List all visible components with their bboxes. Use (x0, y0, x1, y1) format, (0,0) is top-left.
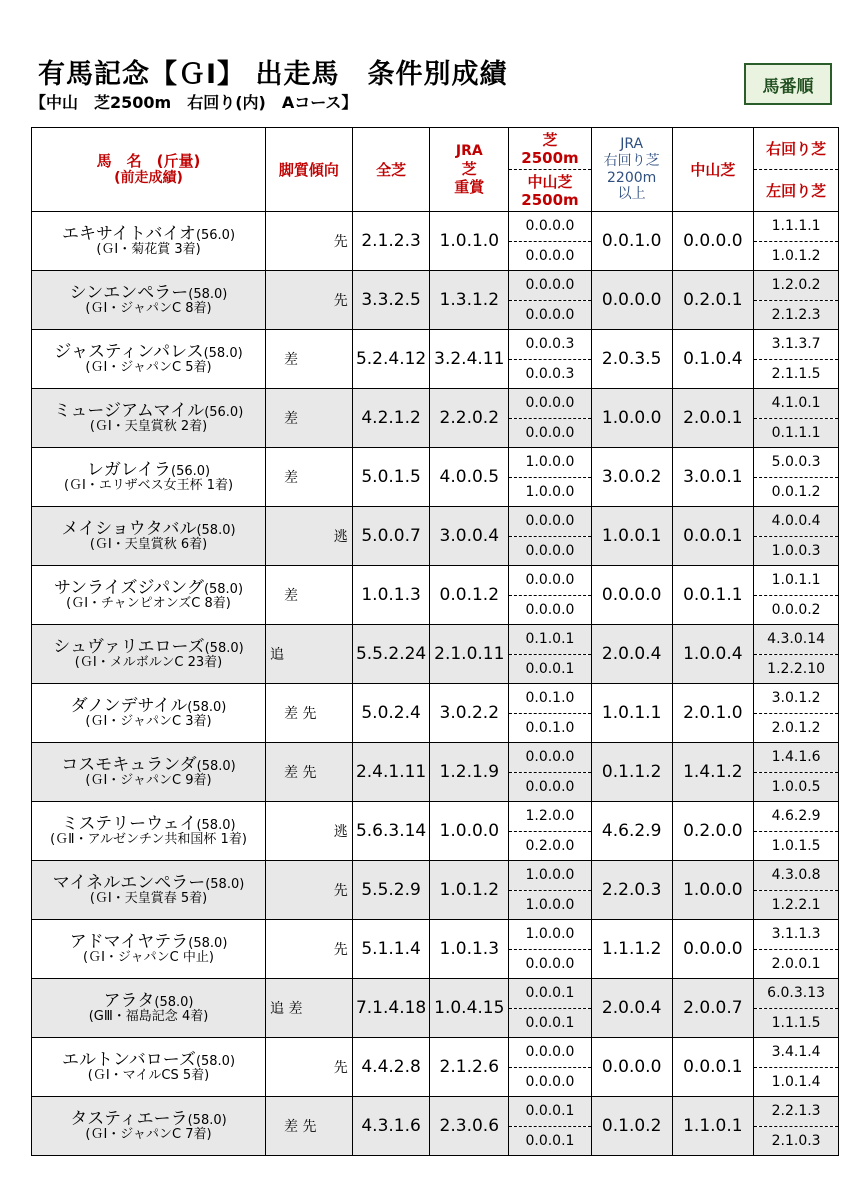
header-name: 馬 名 (斤量) (前走成績) (32, 128, 266, 212)
turf-2500-record: 0.0.0.3 (509, 330, 592, 360)
nakayama-2500-record: 0.0.0.1 (509, 654, 592, 684)
turf-2500-record: 1.0.0.0 (509, 920, 592, 950)
right-turn-record: 1.1.1.1 (754, 212, 839, 242)
nakayama-turf-record: 1.0.0.0 (672, 861, 754, 920)
horse-weight: (56.0) (204, 404, 244, 420)
table-row (32, 684, 839, 714)
nakayama-2500-record: 0.0.0.1 (509, 1008, 592, 1038)
horse-name: マイネルエンペラー (52, 872, 206, 893)
right-turn-record: 5.0.0.3 (754, 448, 839, 478)
nakayama-2500-record: 0.0.0.0 (509, 536, 592, 566)
previous-result: (ＧⅠ・天皇賞春 5着) (89, 891, 208, 907)
right-turn-2200-record: 0.0.0.0 (591, 1038, 672, 1097)
all-turf-record: 5.2.4.12 (352, 330, 430, 389)
horse-name: ダノンデサイル (70, 695, 188, 716)
left-turn-record: 1.0.1.5 (754, 831, 839, 861)
horse-weight: (58.0) (203, 581, 244, 597)
header-left-turn: 左回り芝 (754, 170, 839, 212)
all-turf-record: 7.1.4.18 (352, 979, 430, 1038)
left-turn-record: 0.0.1.2 (754, 477, 839, 507)
right-turn-record: 1.0.1.1 (754, 566, 839, 596)
running-style: 差 先 (266, 684, 353, 743)
right-turn-record: 4.3.0.8 (754, 861, 839, 891)
horse-weight: (58.0) (188, 935, 228, 951)
running-style: 逃 (266, 507, 353, 566)
table-row (32, 802, 839, 832)
horse-name: エキサイトバイオ (61, 223, 196, 244)
horse-name-cell (32, 330, 266, 389)
results-table (31, 127, 839, 1156)
all-turf-record: 5.0.1.5 (352, 448, 430, 507)
horse-name: ミステリーウェイ (61, 813, 197, 834)
jra-graded-record: 1.0.1.0 (430, 212, 509, 271)
nakayama-2500-record: 0.0.1.0 (509, 713, 592, 743)
header-nakayama-2500: 中山芝 2500m (509, 170, 592, 212)
all-turf-record: 5.0.2.4 (352, 684, 430, 743)
right-turn-2200-record: 0.0.1.0 (591, 212, 672, 271)
table-row (32, 330, 839, 360)
previous-result: (ＧⅡ・アルゼンチン共和国杯 1着) (50, 832, 247, 848)
table-row (32, 625, 839, 655)
horse-weight: (58.0) (205, 876, 245, 892)
nakayama-2500-record: 0.0.0.1 (509, 1126, 592, 1156)
running-style: 先 (266, 271, 353, 330)
horse-name-cell (32, 1097, 266, 1156)
right-turn-record: 1.2.0.2 (754, 271, 839, 301)
previous-result: (ＧⅠ・エリザベス女王杯 1着) (63, 478, 234, 494)
nakayama-2500-record: 0.2.0.0 (509, 831, 592, 861)
right-turn-2200-record: 2.0.3.5 (591, 330, 672, 389)
right-turn-2200-record: 1.0.0.0 (591, 389, 672, 448)
horse-name: コスモキュランダ (61, 754, 197, 775)
nakayama-2500-record: 0.0.0.0 (509, 1067, 592, 1097)
nakayama-2500-record: 0.0.0.0 (509, 418, 592, 448)
horse-name-cell (32, 507, 266, 566)
all-turf-record: 4.4.2.8 (352, 1038, 430, 1097)
left-turn-record: 2.1.2.3 (754, 300, 839, 330)
turf-2500-record: 0.0.0.0 (509, 1038, 592, 1068)
nakayama-turf-record: 0.2.0.1 (672, 271, 754, 330)
previous-result: (ＧⅠ・天皇賞秋 2着) (89, 419, 208, 435)
table-row (32, 212, 839, 242)
jra-graded-record: 2.3.0.6 (430, 1097, 509, 1156)
horse-weight: (58.0) (196, 758, 236, 774)
running-style: 差 (266, 448, 353, 507)
turf-2500-record: 0.0.0.0 (509, 271, 592, 301)
left-turn-record: 2.1.1.5 (754, 359, 839, 389)
header-tendency: 脚質傾向 (266, 128, 353, 212)
horse-name: アラタ (103, 990, 155, 1011)
nakayama-turf-record: 1.0.0.4 (672, 625, 754, 684)
left-turn-record: 1.0.0.5 (754, 772, 839, 802)
jra-graded-record: 4.0.0.5 (430, 448, 509, 507)
horse-name: サンライズジパング (53, 577, 204, 598)
right-turn-record: 4.6.2.9 (754, 802, 839, 832)
left-turn-record: 0.0.0.2 (754, 595, 839, 625)
right-turn-2200-record: 2.2.0.3 (591, 861, 672, 920)
horse-name: エルトンバローズ (61, 1049, 196, 1070)
right-turn-record: 6.0.3.13 (754, 979, 839, 1009)
left-turn-record: 2.0.1.2 (754, 713, 839, 743)
nakayama-turf-record: 0.2.0.0 (672, 802, 754, 861)
table-row (32, 566, 839, 596)
right-turn-2200-record: 1.0.1.1 (591, 684, 672, 743)
right-turn-2200-record: 4.6.2.9 (591, 802, 672, 861)
nakayama-turf-record: 2.0.0.1 (672, 389, 754, 448)
nakayama-turf-record: 0.0.0.0 (672, 920, 754, 979)
horse-name: レガレイラ (86, 459, 172, 480)
table-row (32, 507, 839, 537)
horse-weight: (56.0) (171, 463, 211, 479)
nakayama-turf-record: 1.1.0.1 (672, 1097, 754, 1156)
horse-name-cell (32, 1038, 266, 1097)
jra-graded-record: 3.0.0.4 (430, 507, 509, 566)
horse-weight: (58.0) (204, 640, 244, 656)
right-turn-2200-record: 0.1.0.2 (591, 1097, 672, 1156)
horse-name-cell (32, 684, 266, 743)
running-style: 追 (266, 625, 353, 684)
previous-result: (ＧⅠ・チャンピオンズC 8着) (66, 596, 231, 612)
table-row (32, 861, 839, 891)
course-subtitle: 【中山 芝2500m 右回り(内) Aコース】 (30, 93, 358, 112)
nakayama-turf-record: 0.0.1.1 (672, 566, 754, 625)
running-style: 先 (266, 920, 353, 979)
nakayama-2500-record: 1.0.0.0 (509, 890, 592, 920)
header-all-turf: 全芝 (352, 128, 430, 212)
all-turf-record: 3.3.2.5 (352, 271, 430, 330)
right-turn-2200-record: 3.0.0.2 (591, 448, 672, 507)
horse-name: シュヴァリエローズ (53, 636, 205, 657)
turf-2500-record: 0.0.0.0 (509, 389, 592, 419)
table-row (32, 743, 839, 773)
header-right-2200: JRA 右回り芝 2200m 以上 (591, 128, 672, 212)
nakayama-turf-record: 1.4.1.2 (672, 743, 754, 802)
horse-name: ミュージアムマイル (53, 400, 205, 421)
horse-weight: (58.0) (187, 699, 227, 715)
horse-name-cell (32, 979, 266, 1038)
running-style: 逃 (266, 802, 353, 861)
right-turn-2200-record: 2.0.0.4 (591, 625, 672, 684)
jra-graded-record: 3.2.4.11 (430, 330, 509, 389)
right-turn-2200-record: 2.0.0.4 (591, 979, 672, 1038)
table-row (32, 1097, 839, 1127)
right-turn-2200-record: 1.1.1.2 (591, 920, 672, 979)
table-row (32, 979, 839, 1009)
right-turn-record: 3.1.1.3 (754, 920, 839, 950)
header-right-turn: 右回り芝 (754, 128, 839, 170)
jra-graded-record: 1.0.1.3 (430, 920, 509, 979)
all-turf-record: 5.5.2.9 (352, 861, 430, 920)
horse-name: シンエンペラー (69, 282, 189, 303)
horse-name-cell (32, 271, 266, 330)
page-title: 有馬記念【ＧⅠ】 出走馬 条件別成績 (38, 59, 508, 90)
jra-graded-record: 2.2.0.2 (430, 389, 509, 448)
right-turn-record: 3.0.1.2 (754, 684, 839, 714)
previous-result: (ＧⅠ・ジャパンC 7着) (85, 1127, 212, 1143)
turf-2500-record: 0.1.0.1 (509, 625, 592, 655)
left-turn-record: 2.0.0.1 (754, 949, 839, 979)
left-turn-record: 1.2.2.10 (754, 654, 839, 684)
nakayama-turf-record: 3.0.0.1 (672, 448, 754, 507)
right-turn-2200-record: 0.1.1.2 (591, 743, 672, 802)
nakayama-turf-record: 0.0.0.1 (672, 1038, 754, 1097)
turf-2500-record: 0.0.0.0 (509, 507, 592, 537)
nakayama-turf-record: 0.0.0.0 (672, 212, 754, 271)
horse-name: タスティエーラ (70, 1108, 188, 1129)
turf-2500-record: 1.2.0.0 (509, 802, 592, 832)
header-nakayama-turf: 中山芝 (672, 128, 754, 212)
table-row (32, 448, 839, 478)
horse-name: アドマイヤテラ (69, 931, 189, 952)
header-jra-graded: JRA 芝 重賞 (430, 128, 509, 212)
horse-name: メイショウタバル (61, 518, 197, 539)
turf-2500-record: 0.0.0.0 (509, 743, 592, 773)
horse-weight: (56.0) (195, 227, 236, 243)
right-turn-2200-record: 0.0.0.0 (591, 566, 672, 625)
header-turf-2500: 芝 2500m (509, 128, 592, 170)
turf-2500-record: 1.0.0.0 (509, 448, 592, 478)
right-turn-record: 4.1.0.1 (754, 389, 839, 419)
jra-graded-record: 3.0.2.2 (430, 684, 509, 743)
horse-weight: (58.0) (196, 522, 236, 538)
nakayama-turf-record: 2.0.0.7 (672, 979, 754, 1038)
left-turn-record: 1.1.1.5 (754, 1008, 839, 1038)
jra-graded-record: 0.0.1.2 (430, 566, 509, 625)
right-turn-2200-record: 1.0.0.1 (591, 507, 672, 566)
nakayama-2500-record: 0.0.0.0 (509, 949, 592, 979)
right-turn-record: 1.4.1.6 (754, 743, 839, 773)
table-row (32, 389, 839, 419)
running-style: 差 (266, 389, 353, 448)
horse-weight: (58.0) (196, 817, 236, 833)
previous-result: (ＧⅠ・ジャパンC 3着) (85, 714, 212, 730)
horse-weight: (58.0) (195, 1053, 236, 1069)
left-turn-record: 1.0.0.3 (754, 536, 839, 566)
nakayama-2500-record: 0.0.0.0 (509, 595, 592, 625)
previous-result: (ＧⅠ・天皇賞秋 6着) (89, 537, 208, 553)
jra-graded-record: 1.2.1.9 (430, 743, 509, 802)
nakayama-2500-record: 0.0.0.3 (509, 359, 592, 389)
right-turn-record: 3.4.1.4 (754, 1038, 839, 1068)
jra-graded-record: 2.1.2.6 (430, 1038, 509, 1097)
right-turn-record: 3.1.3.7 (754, 330, 839, 360)
jra-graded-record: 1.3.1.2 (430, 271, 509, 330)
previous-result: (ＧⅠ・ジャパンC 8着) (85, 301, 212, 317)
running-style: 先 (266, 861, 353, 920)
previous-result: (ＧⅠ・菊花賞 3着) (96, 242, 201, 258)
previous-result: (GⅢ・福島記念 4着) (88, 1009, 209, 1025)
horse-weight: (58.0) (187, 1112, 227, 1128)
left-turn-record: 1.0.1.4 (754, 1067, 839, 1097)
horse-name-cell (32, 861, 266, 920)
previous-result: (ＧⅠ・メルボルンC 23着) (74, 655, 223, 671)
running-style: 差 先 (266, 743, 353, 802)
table-row (32, 920, 839, 950)
all-turf-record: 5.1.1.4 (352, 920, 430, 979)
horse-name-cell (32, 743, 266, 802)
horse-name-cell (32, 389, 266, 448)
all-turf-record: 2.4.1.11 (352, 743, 430, 802)
nakayama-2500-record: 0.0.0.0 (509, 772, 592, 802)
horse-name-cell (32, 566, 266, 625)
running-style: 追 差 (266, 979, 353, 1038)
left-turn-record: 0.1.1.1 (754, 418, 839, 448)
all-turf-record: 4.3.1.6 (352, 1097, 430, 1156)
previous-result: (ＧⅠ・ジャパンC 9着) (85, 773, 212, 789)
horse-name: ジャスティンパレス (54, 341, 204, 362)
turf-2500-record: 0.0.0.0 (509, 212, 592, 242)
all-turf-record: 5.0.0.7 (352, 507, 430, 566)
all-turf-record: 2.1.2.3 (352, 212, 430, 271)
all-turf-record: 1.0.1.3 (352, 566, 430, 625)
turf-2500-record: 0.0.0.1 (509, 1097, 592, 1127)
nakayama-turf-record: 0.1.0.4 (672, 330, 754, 389)
all-turf-record: 5.6.3.14 (352, 802, 430, 861)
horse-name-cell (32, 802, 266, 861)
turf-2500-record: 0.0.0.0 (509, 566, 592, 596)
horse-name-cell (32, 625, 266, 684)
running-style: 先 (266, 1038, 353, 1097)
jra-graded-record: 2.1.0.11 (430, 625, 509, 684)
turf-2500-record: 0.0.1.0 (509, 684, 592, 714)
nakayama-2500-record: 0.0.0.0 (509, 241, 592, 271)
right-turn-record: 4.3.0.14 (754, 625, 839, 655)
horse-name-cell (32, 920, 266, 979)
horse-name-cell (32, 448, 266, 507)
turf-2500-record: 0.0.0.1 (509, 979, 592, 1009)
all-turf-record: 4.2.1.2 (352, 389, 430, 448)
turf-2500-record: 1.0.0.0 (509, 861, 592, 891)
running-style: 差 (266, 330, 353, 389)
right-turn-2200-record: 0.0.0.0 (591, 271, 672, 330)
previous-result: (ＧⅠ・マイルCS 5着) (87, 1068, 210, 1084)
running-style: 先 (266, 212, 353, 271)
previous-result: (ＧⅠ・ジャパンC 中止) (83, 950, 214, 966)
left-turn-record: 1.0.1.2 (754, 241, 839, 271)
nakayama-turf-record: 0.0.0.1 (672, 507, 754, 566)
table-row (32, 1038, 839, 1068)
previous-result: (ＧⅠ・ジャパンC 5着) (85, 360, 212, 376)
horse-weight: (58.0) (154, 994, 194, 1010)
right-turn-record: 4.0.0.4 (754, 507, 839, 537)
running-style: 差 (266, 566, 353, 625)
jra-graded-record: 1.0.0.0 (430, 802, 509, 861)
left-turn-record: 1.2.2.1 (754, 890, 839, 920)
horse-name-cell (32, 212, 266, 271)
jra-graded-record: 1.0.1.2 (430, 861, 509, 920)
table-row (32, 271, 839, 301)
jra-graded-record: 1.0.4.15 (430, 979, 509, 1038)
horse-weight: (58.0) (203, 345, 243, 361)
nakayama-2500-record: 0.0.0.0 (509, 300, 592, 330)
running-style: 差 先 (266, 1097, 353, 1156)
left-turn-record: 2.1.0.3 (754, 1126, 839, 1156)
nakayama-2500-record: 1.0.0.0 (509, 477, 592, 507)
nakayama-turf-record: 2.0.1.0 (672, 684, 754, 743)
horse-weight: (58.0) (188, 286, 228, 302)
sort-order-badge: 馬番順 (744, 63, 832, 105)
right-turn-record: 2.2.1.3 (754, 1097, 839, 1127)
all-turf-record: 5.5.2.24 (352, 625, 430, 684)
